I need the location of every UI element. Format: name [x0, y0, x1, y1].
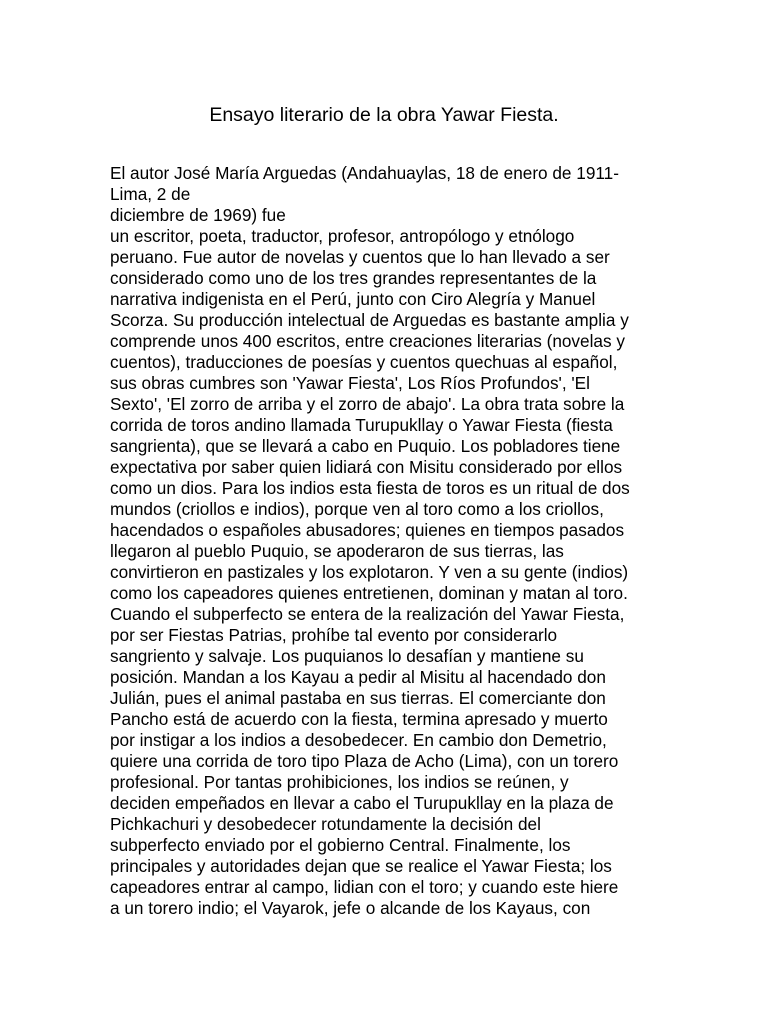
body-line: subperfecto enviado por el gobierno Central. Finalmente, los	[110, 835, 571, 855]
body-line: por ser Fiestas Patrias, prohíbe tal evento por considerarlo	[110, 625, 558, 645]
body-line: Cuando el subperfecto se entera de la realización del Yawar Fiesta,	[110, 604, 625, 624]
body-line: Pancho está de acuerdo con la fiesta, termina apresado y muerto	[110, 709, 608, 729]
body-line: quiere una corrida de toro tipo Plaza de Acho (Lima), con un torero	[110, 751, 619, 771]
body-line: a un torero indio; el Vayarok, jefe o alcande de los Kayaus, con	[110, 898, 591, 918]
body-line: hacendados o españoles abusadores; quienes en tiempos pasados	[110, 520, 625, 540]
body-line: llegaron al pueblo Puquio, se apoderaron de sus tierras, las	[110, 541, 564, 561]
body-line: narrativa indigenista en el Perú, junto con Ciro Alegría y Manuel	[110, 289, 596, 309]
document-body	[110, 163, 670, 919]
body-line: Scorza. Su producción intelectual de Arguedas es bastante amplia y	[110, 310, 629, 330]
body-line: por instigar a los indios a desobedecer. En cambio don Demetrio,	[110, 730, 607, 750]
document-title: Ensayo literario de la obra Yawar Fiesta.	[209, 104, 559, 126]
body-line: posición. Mandan a los Kayau a pedir al Misitu al hacendado don	[110, 667, 606, 687]
body-line: sangrienta), que se llevará a cabo en Puquio. Los pobladores tiene	[110, 436, 621, 456]
body-line: como un dios. Para los indios esta fiesta de toros es un ritual de dos	[110, 478, 630, 498]
body-line: como los capeadores quienes entretienen, dominan y matan al toro.	[110, 583, 628, 603]
body-line: mundos (criollos e indios), porque ven al toro como a los criollos,	[110, 499, 604, 519]
body-line: deciden empeñados en llevar a cabo el Turupukllay en la plaza de	[110, 793, 614, 813]
body-line: diciembre de 1969) fue	[110, 205, 286, 225]
body-line: capeadores entrar al campo, lidian con el toro; y cuando este hiere	[110, 877, 619, 897]
body-line: Lima, 2 de	[110, 184, 191, 204]
body-line: Pichkachuri y desobedecer rotundamente la decisión del	[110, 814, 541, 834]
body-line: sangriento y salvaje. Los puquianos lo desafían y mantiene su	[110, 646, 584, 666]
body-line: un escritor, poeta, traductor, profesor, antropólogo y etnólogo	[110, 226, 575, 246]
body-line: sus obras cumbres son 'Yawar Fiesta', Los Ríos Profundos', 'El	[110, 373, 590, 393]
body-line: convirtieron en pastizales y los explotaron. Y ven a su gente (indios)	[110, 562, 629, 582]
body-line: Julián, pues el animal pastaba en sus tierras. El comerciante don	[110, 688, 606, 708]
body-line: profesional. Por tantas prohibiciones, los indios se reúnen, y	[110, 772, 569, 792]
body-line: expectativa por saber quien lidiará con Misitu considerado por ellos	[110, 457, 623, 477]
body-line: peruano. Fue autor de novelas y cuentos que lo han llevado a ser	[110, 247, 610, 267]
body-line: cuentos), traducciones de poesías y cuentos quechuas al español,	[110, 352, 618, 372]
body-line: corrida de toros andino llamada Turupukllay o Yawar Fiesta (fiesta	[110, 415, 613, 435]
body-line: Sexto', 'El zorro de arriba y el zorro de abajo'. La obra trata sobre la	[110, 394, 625, 414]
body-line: principales y autoridades dejan que se realice el Yawar Fiesta; los	[110, 856, 612, 876]
body-line: comprende unos 400 escritos, entre creaciones literarias (novelas y	[110, 331, 625, 351]
body-line: El autor José María Arguedas (Andahuaylas, 18 de enero de 1911-	[110, 163, 619, 183]
body-line: considerado como uno de los tres grandes representantes de la	[110, 268, 597, 288]
